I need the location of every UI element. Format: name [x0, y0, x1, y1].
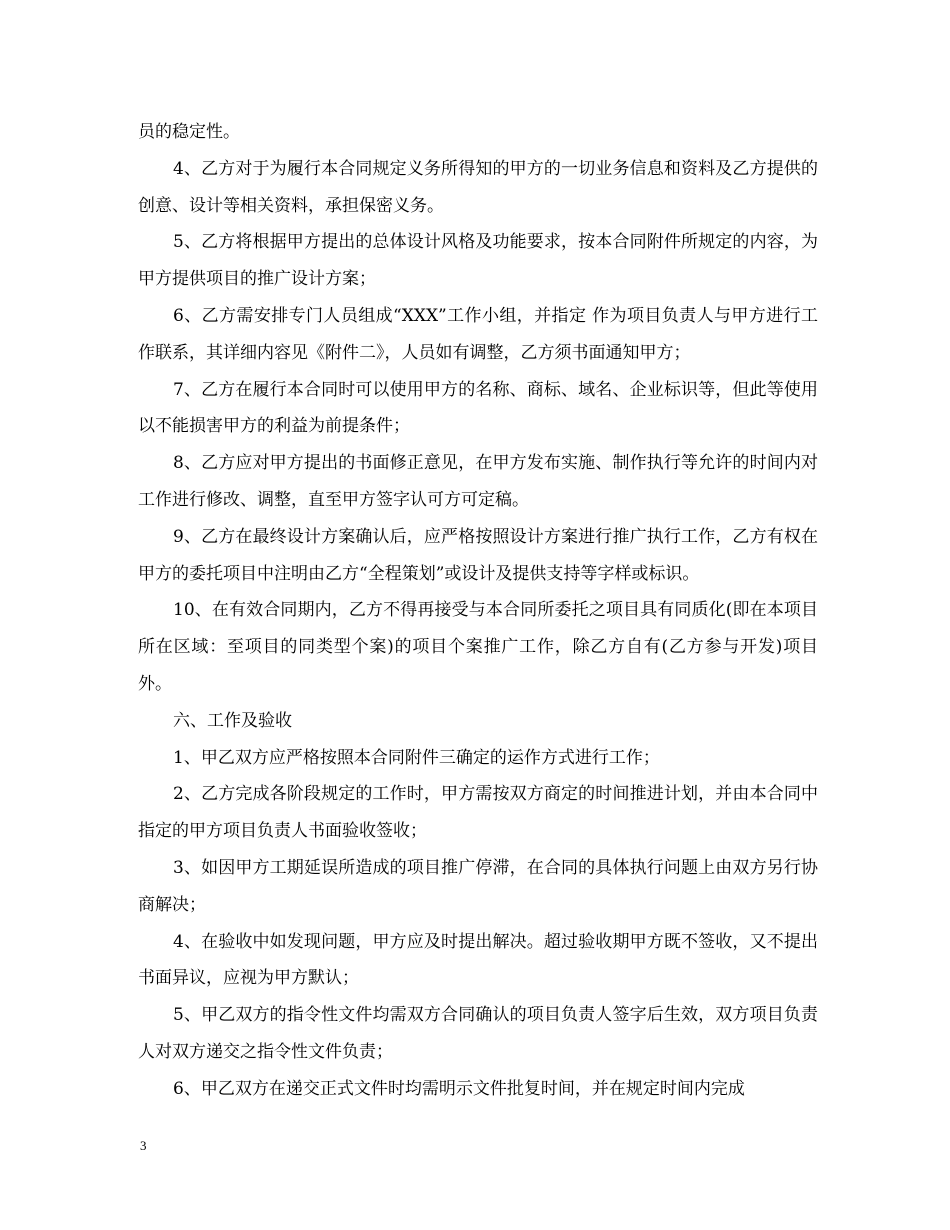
paragraph-acceptance-item-4: 4、在验收中如发现问题，甲方应及时提出解决。超过验收期甲方既不签收，又不提出书面异议，应视为甲方默认；	[138, 931, 818, 989]
document-body	[138, 114, 818, 1108]
page-number: 3	[140, 1138, 147, 1153]
paragraph-item-6-work-team: 6、乙方需安排专门人员组成“XXX”工作小组，并指定 作为项目负责人与甲方进行工作联系，其详细内容见《附件二》，人员如有调整，乙方须书面通知甲方；	[138, 305, 818, 363]
paragraph-item-8-revisions: 8、乙方应对甲方提出的书面修正意见，在甲方发布实施、制作执行等允许的时间内对工作进行修改、调整，直至甲方签字认可方可定稿。	[138, 453, 818, 510]
paragraph-item-10-non-compete: 10、在有效合同期内，乙方不得再接受与本合同所委托之项目具有同质化(即在本项目所在区域：至项目的同类型个案)的项目个案推广工作，除乙方自有(乙方参与开发)项目外。	[138, 600, 818, 694]
section-heading-work-acceptance: 六、工作及验收	[173, 710, 292, 731]
paragraph-item-5-design-plan: 5、乙方将根据甲方提出的总体设计风格及功能要求，按本合同附件所规定的内容，为甲方提供项目的推广设计方案；	[138, 232, 818, 290]
paragraph-acceptance-item-1: 1、甲乙双方应严格按照本合同附件三确定的运作方式进行工作；	[173, 747, 660, 768]
paragraph-acceptance-item-6: 6、甲乙双方在递交正式文件时均需明示文件批复时间，并在规定时间内完成	[173, 1078, 745, 1099]
paragraph-item-9-attribution: 9、乙方在最终设计方案确认后，应严格按照设计方案进行推广执行工作，乙方有权在甲方的委托项目中注明由乙方“全程策划”或设计及提供支持等字样或标识。	[138, 526, 818, 584]
paragraph-acceptance-item-2: 2、乙方完成各阶段规定的工作时，甲方需按双方商定的时间推进计划，并由本合同中指定的甲方项目负责人书面验收签收；	[138, 784, 818, 842]
paragraph-acceptance-item-5: 5、甲乙双方的指令性文件均需双方合同确认的项目负责人签字后生效，双方项目负责人对双方递交之指令性文件负责；	[138, 1005, 818, 1062]
paragraph-item-7-trademark-use: 7、乙方在履行本合同时可以使用甲方的名称、商标、域名、企业标识等，但此等使用以不能损害甲方的利益为前提条件；	[138, 379, 818, 437]
paragraph-continuation: 员的稳定性。	[138, 122, 240, 142]
paragraph-acceptance-item-3: 3、如因甲方工期延误所造成的项目推广停滞，在合同的具体执行问题上由双方另行协商解决；	[138, 857, 818, 915]
paragraph-item-4-confidentiality: 4、乙方对于为履行本合同规定义务所得知的甲方的一切业务信息和资料及乙方提供的创意、设计等相关资料，承担保密义务。	[138, 158, 818, 216]
